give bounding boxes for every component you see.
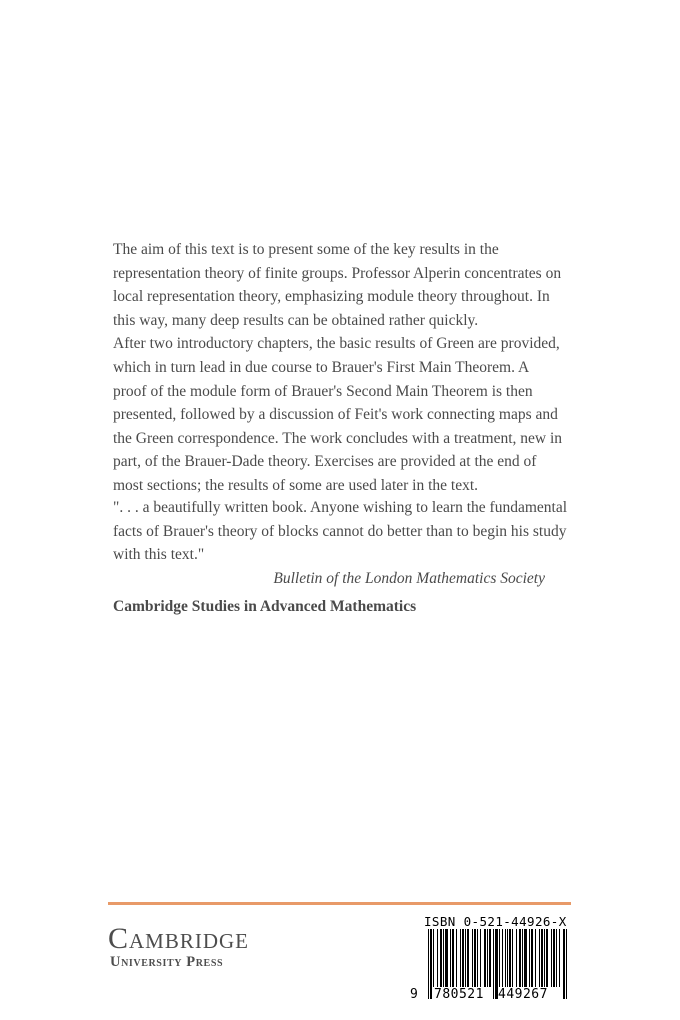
barcode-bar (456, 929, 457, 987)
barcode-bar (472, 929, 473, 987)
review-source: Bulletin of the London Mathematics Society (273, 569, 545, 587)
series-title: Cambridge Studies in Advanced Mathematics (113, 598, 417, 615)
review-quote (113, 496, 573, 590)
barcode-bar (509, 929, 511, 987)
publisher-logo-name: Cambridge (108, 922, 250, 955)
barcode-bar (452, 929, 454, 987)
isbn-label: ISBN 0-521-44926-X (424, 914, 567, 929)
publisher-logo-subtitle: University Press (110, 954, 224, 970)
barcode-bar (493, 929, 494, 999)
barcode-bar (477, 929, 478, 987)
barcode-bar (428, 929, 429, 999)
barcode-left-digits: 780521 (434, 987, 484, 1002)
barcode-right-digits: 449267 (498, 987, 548, 1002)
barcode-bar (535, 929, 536, 987)
publisher-divider (108, 902, 571, 905)
barcode-bar (507, 929, 508, 987)
barcode-bar (474, 929, 476, 987)
barcode-bar (529, 929, 530, 987)
barcode-bar (553, 929, 555, 987)
barcode-bar (539, 929, 540, 987)
barcode-bar (519, 929, 521, 987)
barcode-bar (487, 929, 488, 987)
review-quote-text: ". . . a beautifully written book. Anyone wishing to learn the fundamental facts of Brauer's theory of blocks cannot do better than to begin his study with this text." (113, 499, 568, 564)
blurb-paragraph-1: The aim of this text is to present some of the key results in the representation theory of finite groups. Professor Alperin concentrates on local representation theory, emphasizing module theory throughout. In this way, many deep results can be obtained rather quickly. (113, 241, 562, 329)
barcode-bar (465, 929, 466, 987)
barcode-bar (524, 929, 527, 987)
barcode-bar (462, 929, 464, 987)
barcode-bar (437, 929, 438, 987)
barcode-bar (440, 929, 442, 987)
barcode-bar (566, 929, 567, 999)
barcode-bar (460, 929, 461, 987)
barcode-bar (546, 929, 548, 987)
barcode-bar (450, 929, 451, 987)
barcode-bar (484, 929, 486, 987)
barcode-bar (512, 929, 513, 987)
barcode-bar (480, 929, 481, 987)
barcode-lead-digit: 9 (410, 987, 418, 1002)
barcode-bar (559, 929, 560, 987)
barcode-bar (531, 929, 533, 987)
barcode-bar (541, 929, 543, 987)
back-cover-blurb (113, 238, 563, 498)
barcode-bar (516, 929, 517, 987)
barcode-bar (445, 929, 448, 987)
barcode-bar (502, 929, 503, 987)
barcode-bar (443, 929, 444, 987)
barcode-bar (551, 929, 552, 987)
blurb-paragraph-2: After two introductory chapters, the basic results of Green are provided, which in turn lead in due course to Brauer's First Main Theorem. A proof of the module form of Brauer's Second Main Theorem is then presented, followed by a discussion of Feit's work connecting maps and the Green correspondence. The work concludes with a treatment, new in part, of the Brauer-Dade theory. Exercises are provided at the end of most sections; the results of some are used later in the text. (113, 335, 563, 494)
barcode-bar (430, 929, 432, 999)
barcode-bar (467, 929, 469, 987)
barcode-bar (522, 929, 523, 987)
barcode-bar (544, 929, 545, 987)
barcode-bar (489, 929, 491, 987)
barcode-bar (433, 929, 434, 987)
barcode-bar (505, 929, 506, 987)
barcode-bar (563, 929, 565, 999)
barcode-bar (556, 929, 557, 987)
